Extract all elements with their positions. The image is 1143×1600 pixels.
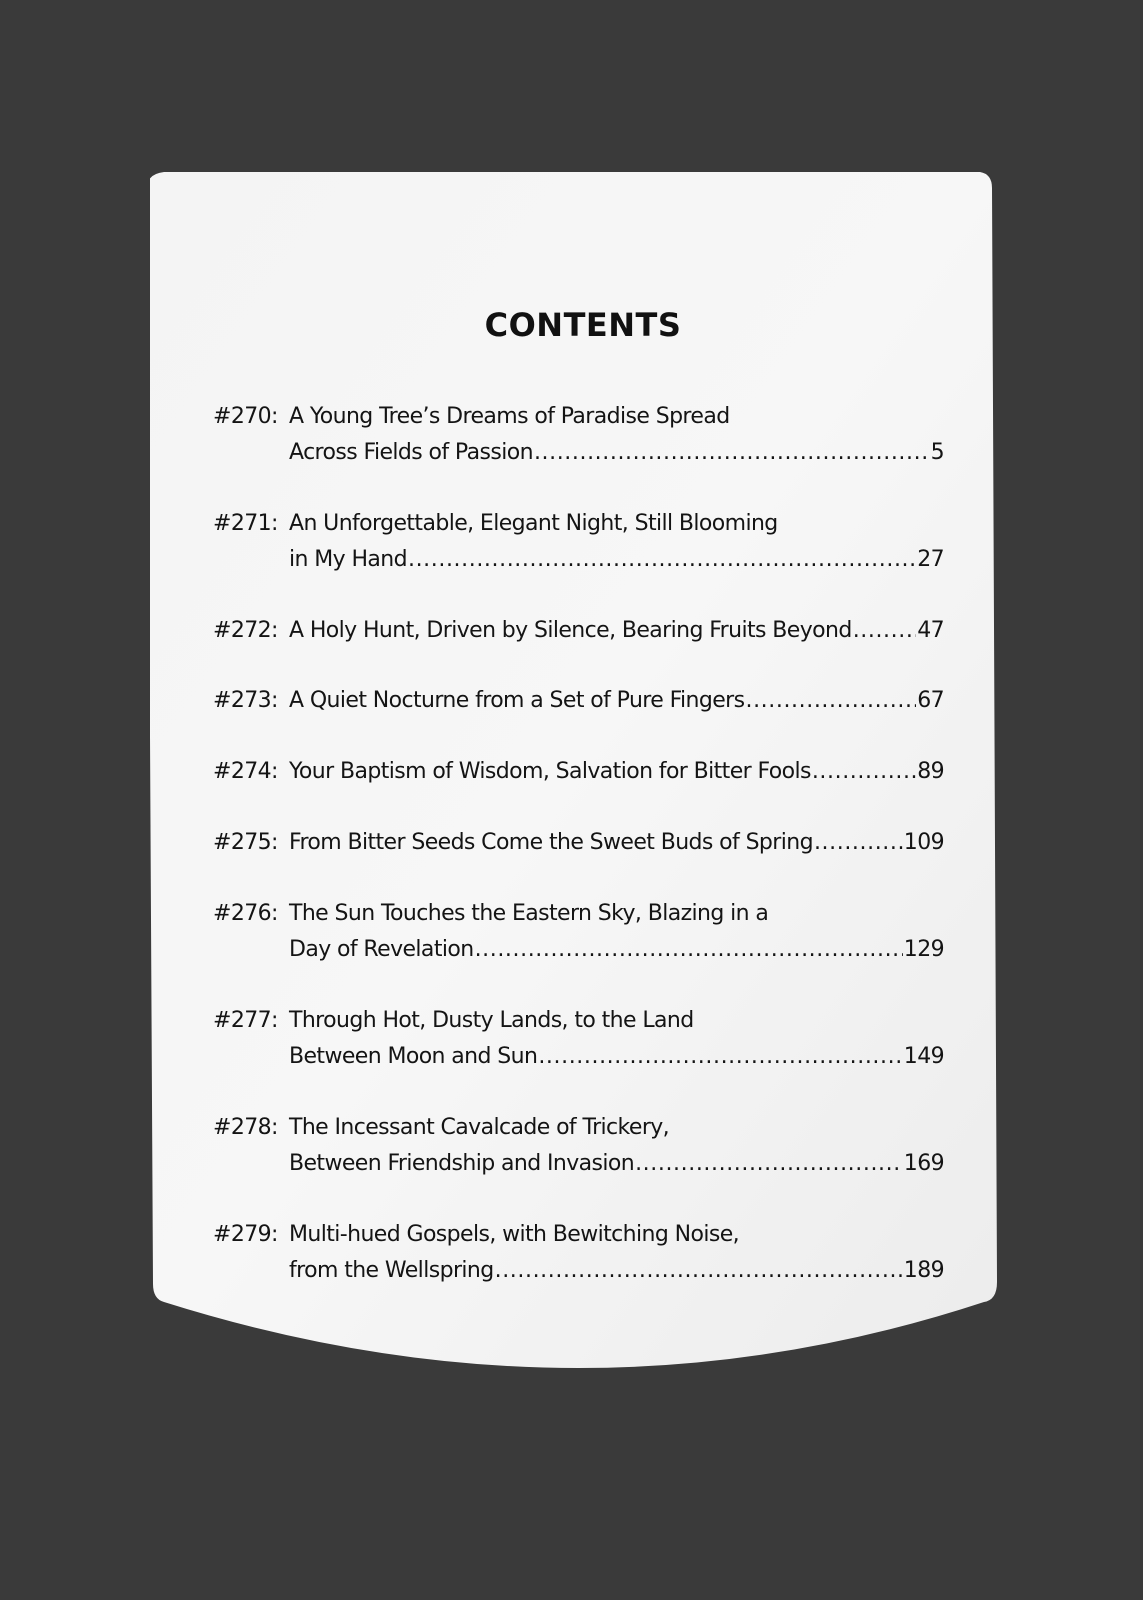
- dot-leader: [534, 435, 930, 471]
- chapter-title-line: The Sun Touches the Eastern Sky, Blazing in a: [289, 901, 769, 926]
- page-number: 89: [917, 759, 944, 784]
- page-number: 149: [903, 1044, 944, 1069]
- chapter-number: #275:: [213, 830, 278, 855]
- chapter-number: #276:: [213, 901, 278, 926]
- page-number: 47: [917, 618, 944, 643]
- chapter-number: #273:: [213, 688, 278, 713]
- page-number: 5: [930, 440, 944, 465]
- paper-sheet: [150, 172, 1016, 1408]
- dot-leader: [408, 542, 916, 578]
- chapter-title-line: A Holy Hunt, Driven by Silence, Bearing Fruits Beyond: [289, 618, 852, 643]
- chapter-title-line: Your Baptism of Wisdom, Salvation for Bitter Fools: [289, 759, 811, 784]
- chapter-title-line: Day of Revelation: [289, 937, 474, 962]
- chapter-title-line: The Incessant Cavalcade of Trickery,: [289, 1115, 670, 1140]
- chapter-number: #272:: [213, 618, 278, 643]
- dot-leader: [495, 1253, 903, 1289]
- chapter-number: #270:: [213, 404, 278, 429]
- page-number: 189: [903, 1258, 944, 1283]
- chapter-title-line: Across Fields of Passion: [289, 440, 533, 465]
- page-title: CONTENTS: [484, 306, 682, 344]
- page-number: 169: [903, 1151, 944, 1176]
- chapter-number: #279:: [213, 1222, 278, 1247]
- chapter-title-line: Between Friendship and Invasion: [289, 1151, 635, 1176]
- dot-leader: [812, 754, 916, 790]
- chapter-title-line: Through Hot, Dusty Lands, to the Land: [289, 1008, 694, 1033]
- dot-leader: [853, 613, 917, 649]
- chapter-title-line: A Quiet Nocturne from a Set of Pure Fingers: [289, 688, 745, 713]
- dot-leader: [814, 825, 903, 861]
- contents-page: [150, 172, 1016, 1408]
- chapter-number: #278:: [213, 1115, 278, 1140]
- chapter-title-line: Multi-hued Gospels, with Bewitching Noise,: [289, 1222, 740, 1247]
- dot-leader: [635, 1146, 903, 1182]
- chapter-title-line: An Unforgettable, Elegant Night, Still Blooming: [289, 511, 778, 536]
- chapter-title-line: Between Moon and Sun: [289, 1044, 538, 1069]
- page-number: 67: [917, 688, 944, 713]
- chapter-number: #271:: [213, 511, 278, 536]
- dot-leader: [475, 932, 903, 968]
- chapter-number: #277:: [213, 1008, 278, 1033]
- chapter-number: #274:: [213, 759, 278, 784]
- chapter-title-line: A Young Tree’s Dreams of Paradise Spread: [289, 404, 730, 429]
- page-number: 27: [917, 547, 944, 572]
- chapter-title-line: From Bitter Seeds Come the Sweet Buds of Spring: [289, 830, 813, 855]
- page-number: 129: [903, 937, 944, 962]
- page-number: 109: [903, 830, 944, 855]
- chapter-title-line: from the Wellspring: [289, 1258, 494, 1283]
- chapter-title-line: in My Hand: [289, 547, 407, 572]
- dot-leader: [746, 683, 917, 719]
- dot-leader: [538, 1039, 902, 1075]
